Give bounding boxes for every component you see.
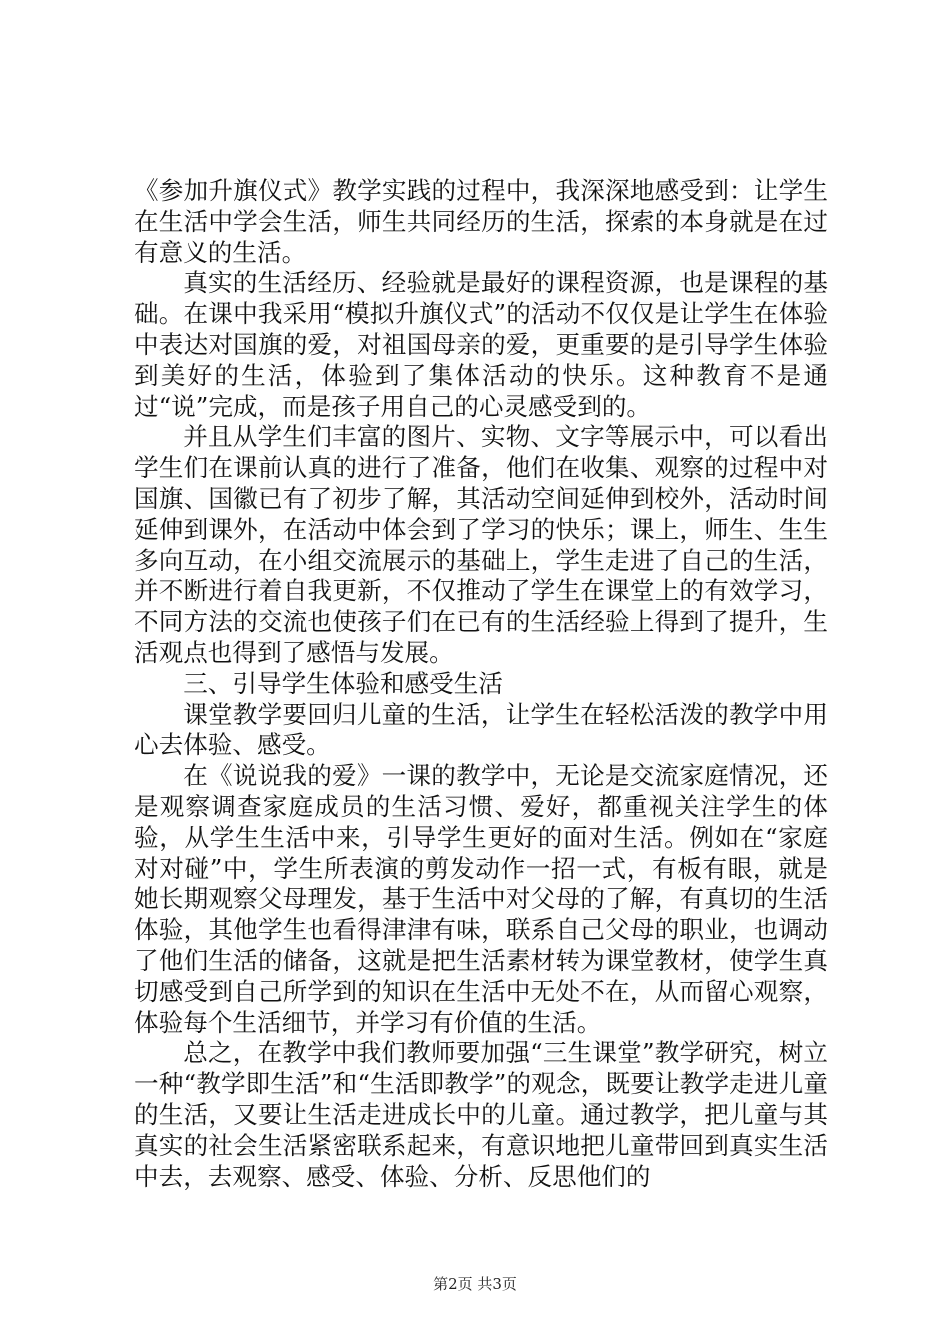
paragraph-6: 总之，在教学中我们教师要加强“三生课堂”教学研究，树立一种“教学即生活”和“生活即教学”的观念，既要让教学走进儿童的生活，又要让生活走进成长中的儿童。通过教学，把儿童与其真实的社会生活紧密联系起来，有意识地把儿童带回到真实生活中去，去观察、感受、体验、分析、反思他们的 [134,1038,828,1191]
paragraph-5: 在《说说我的爱》一课的教学中，无论是交流家庭情况，还是观察调查家庭成员的生活习惯、爱好，都重视关注学生的体验，从学生生活中来，引导学生更好的面对生活。例如在“家庭对对碰”中，学生所表演的剪发动作一招一式，有板有眼，就是她长期观察父母理发，基于生活中对父母的了解，有真切的生活体验，其他学生也看得津津有味，联系自己父母的职业，也调动了他们生活的储备，这就是把生活素材转为课堂教材，使学生真切感受到自己所学到的知识在生活中无处不在，从而留心观察，体验每个生活细节，并学习有价值的生活。 [134,761,828,1037]
section-heading: 三、引导学生体验和感受生活 [183,668,503,698]
paragraph-2: 真实的生活经历、经验就是最好的课程资源，也是课程的基础。在课中我采用“模拟升旗仪式”的活动不仅仅是让学生在体验中表达对国旗的爱，对祖国母亲的爱，更重要的是引导学生体验到美好的生活，体验到了集体活动的快乐。这种教育不是通过“说”完成，而是孩子用自己的心灵感受到的。 [134,268,828,421]
paragraph-1: 《参加升旗仪式》教学实践的过程中，我深深地感受到：让学生在生活中学会生活，师生共同经历的生活，探索的本身就是在过有意义的生活。 [134,176,828,267]
page-footer: 第2页 共3页 [433,1275,517,1293]
paragraph-4: 课堂教学要回归儿童的生活，让学生在轻松活泼的教学中用心去体验、感受。 [134,699,828,760]
document-body [134,176,828,1192]
paragraph-3: 并且从学生们丰富的图片、实物、文字等展示中，可以看出学生们在课前认真的进行了准备，他们在收集、观察的过程中对国旗、国徽已有了初步了解，其活动空间延伸到校外，活动时间延伸到课外，在活动中体会到了学习的快乐；课上，师生、生生多向互动，在小组交流展示的基础上，学生走进了自己的生活，并不断进行着自我更新，不仅推动了学生在课堂上的有效学习，不同方法的交流也使孩子们在已有的生活经验上得到了提升，生活观点也得到了感悟与发展。 [134,422,828,667]
